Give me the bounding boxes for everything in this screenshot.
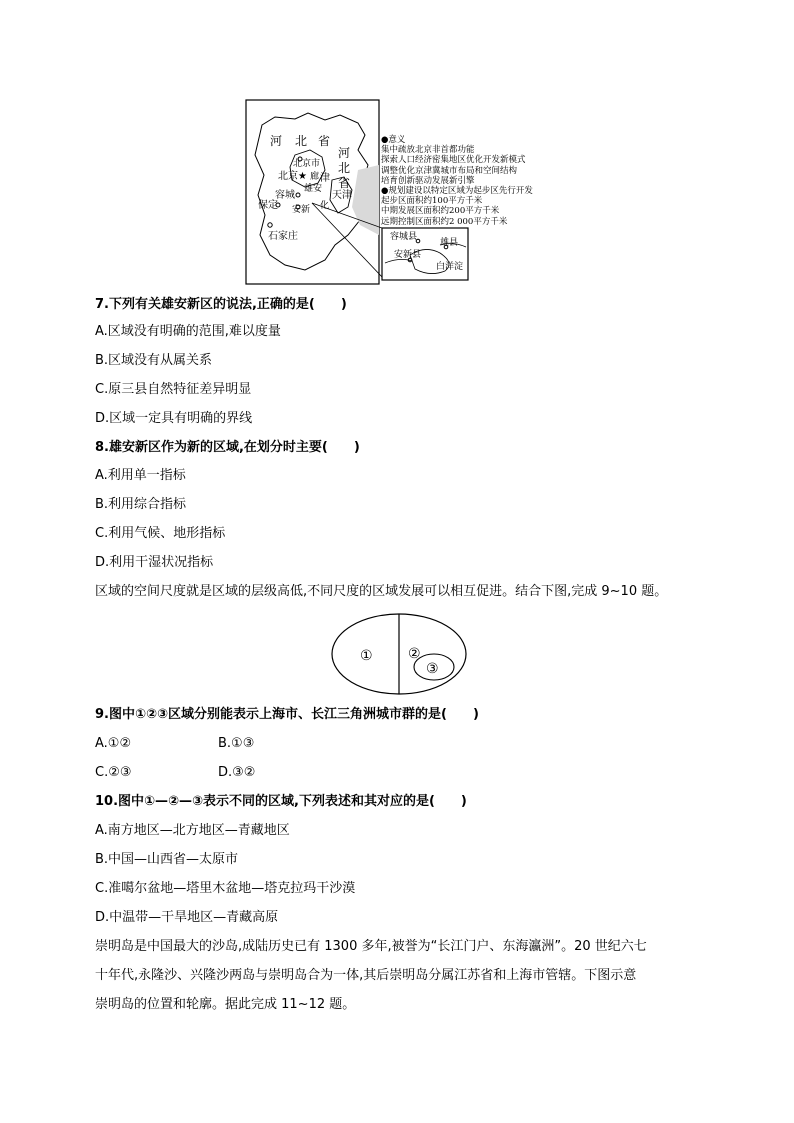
map-note-line: ●规划建设以特定区域为起步区先行开发 — [381, 186, 533, 197]
question-8-option-c: C.利用气候、地形指标 — [95, 526, 226, 541]
label-beijing-city: 北京市 — [293, 159, 321, 169]
question-9-option-d: D.③② — [218, 765, 256, 780]
label-baoding: 保定 — [258, 200, 278, 211]
question-10-option-a: A.南方地区—北方地区—青藏地区 — [95, 823, 290, 838]
question-8-stem: 8.雄安新区作为新的区域,在划分时主要( ) — [95, 440, 360, 455]
label-langfang: 廊 — [310, 172, 320, 182]
intro-11-12-line-1: 崇明岛是中国最大的沙岛,成陆历史已有 1300 多年,被誉为“长江门户、东海瀛洲”。20 世纪六七 — [95, 939, 647, 954]
label-tianjin-top: 津 — [320, 173, 330, 184]
label-hebei-v2: 北 — [338, 161, 351, 175]
inset-label-xiongxian: 雄县 — [440, 238, 459, 248]
question-8-option-b: B.利用综合指标 — [95, 497, 187, 512]
question-8-option-d: D.利用干湿状况指标 — [95, 555, 214, 570]
question-7-option-a: A.区域没有明确的范围,难以度量 — [95, 324, 281, 339]
question-7-option-d: D.区域一定具有明确的界线 — [95, 411, 253, 426]
shijiazhuang-dot — [268, 223, 272, 227]
map-note-line: 探索人口经济密集地区优化开发新模式 — [381, 155, 526, 166]
inset-label-anxin: 安新县 — [394, 250, 422, 260]
question-10-option-b: B.中国—山西省—太原市 — [95, 852, 239, 867]
question-8-option-a: A.利用单一指标 — [95, 468, 186, 483]
map-note-line: 调整优化京津冀城市布局和空间结构 — [381, 165, 518, 176]
label-shijiazhuang: 石家庄 — [268, 231, 298, 242]
question-9-option-b: B.①③ — [218, 736, 255, 751]
question-7-stem: 7.下列有关雄安新区的说法,正确的是( ) — [95, 297, 347, 312]
rongcheng-dot — [296, 193, 300, 197]
intro-11-12-line-2: 十年代,永隆沙、兴隆沙两岛与崇明岛合为一体,其后崇明岛分属江苏省和上海市管辖。下图示意 — [95, 968, 637, 983]
intro-9-10: 区域的空间尺度就是区域的层级高低,不同尺度的区域发展可以相互促进。结合下图,完成 9~10 题。 — [95, 584, 668, 599]
question-9-option-a: A.①② — [95, 736, 132, 751]
question-7-option-b: B.区域没有从属关系 — [95, 353, 213, 368]
label-hebei-v3: 省 — [338, 176, 351, 190]
map-notes — [381, 135, 541, 227]
question-9-stem: 9.图中①②③区域分别能表示上海市、长江三角洲城市群的是( ) — [95, 707, 479, 722]
region-2-label: ② — [408, 646, 421, 662]
label-hebei-h3: 省 — [318, 134, 331, 148]
label-tianjin: 天津 — [332, 190, 352, 201]
label-anxin: 安新 — [292, 205, 311, 215]
map-note-line: 远期控制区面积约2 000平方千米 — [381, 216, 508, 227]
region-diagram — [330, 612, 468, 696]
label-hebei-h2: 北 — [295, 134, 308, 148]
region-1-label: ① — [360, 648, 373, 664]
region-3-label: ③ — [426, 661, 439, 677]
map-note-line: 起步区面积约100平方千米 — [381, 196, 483, 207]
map-figure — [240, 95, 540, 285]
label-xiong: 雄安 — [304, 184, 323, 194]
label-rongcheng: 容城 — [275, 190, 295, 201]
label-hebei-v1: 河 — [338, 146, 351, 160]
label-beijing: 北京★ — [278, 171, 307, 182]
map-note-line: 中期发展区面积约200平方千米 — [381, 206, 500, 217]
inset-label-baiyangdian: 白洋淀 — [436, 262, 464, 272]
map-note-line: ●意义 — [381, 135, 406, 145]
label-hua: 化 — [320, 201, 330, 211]
map-note-line: 培育创新驱动发展新引擎 — [381, 175, 475, 186]
map-note-line: 集中疏放北京非首都功能 — [381, 145, 475, 156]
inset-label-rongcheng: 容城县 — [390, 232, 418, 242]
question-10-option-d: D.中温带—干旱地区—青藏高原 — [95, 910, 279, 925]
label-hebei-h1: 河 — [270, 134, 283, 148]
question-10-stem: 10.图中①—②—③表示不同的区域,下列表述和其对应的是( ) — [95, 794, 467, 809]
question-9-option-c: C.②③ — [95, 765, 132, 780]
question-7-option-c: C.原三县自然特征差异明显 — [95, 382, 252, 397]
intro-11-12-line-3: 崇明岛的位置和轮廓。据此完成 11~12 题。 — [95, 997, 356, 1012]
question-10-option-c: C.准噶尔盆地—塔里木盆地—塔克拉玛干沙漠 — [95, 881, 356, 896]
